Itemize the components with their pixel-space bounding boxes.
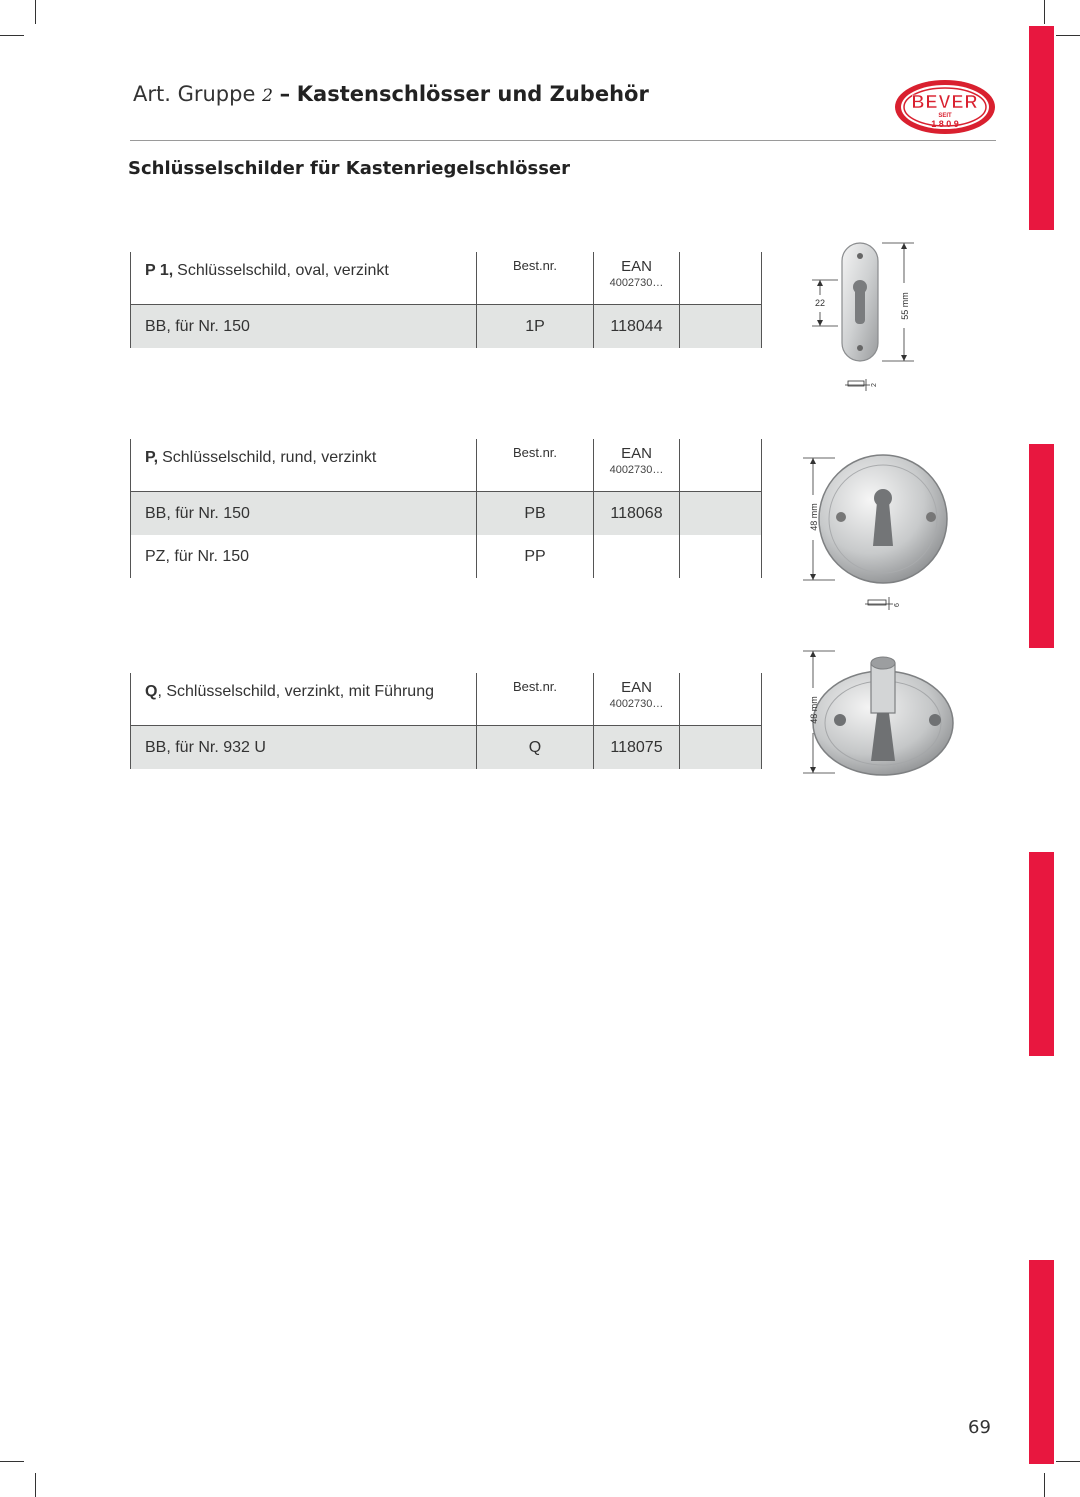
dim-height: 55 mm [900,292,910,320]
crop-mark [0,35,24,36]
col-bestnr: Best.nr. [476,439,593,491]
header-divider [130,140,996,141]
crop-mark [1044,1473,1045,1497]
crop-mark [1056,35,1080,36]
product-description: Schlüsselschild, oval, verzinkt [177,262,389,279]
row-label: BB, für Nr. 150 [145,317,250,335]
col-ean-label: EAN [621,258,652,275]
chapter-tab [1029,26,1054,230]
row-bestnr: PP [476,535,593,578]
dim-keyhole: 22 [814,298,826,308]
col-bestnr: Best.nr. [476,252,593,304]
guide-plate-drawing [795,643,970,783]
product-code: P, [145,449,159,466]
product-code: Q [145,683,158,700]
dim-thickness: 2 [871,383,878,387]
logo-seit: SEIT [938,113,952,119]
table-row [130,535,762,578]
row-bestnr: 1P [476,305,593,348]
logo-brand: BEVER [911,92,979,112]
table-row [130,492,762,535]
dim-diameter: 48 mm [809,696,819,724]
header-title: Kastenschlösser und Zubehör [296,82,649,106]
page-number: 69 [968,1417,991,1438]
logo-year: 1 8 0 9 [931,119,959,129]
product-table-p [130,439,762,578]
chapter-tab [1029,444,1054,648]
col-ean [593,252,679,304]
crop-mark [35,0,36,24]
table-row [130,305,762,348]
col-ean-label: EAN [621,445,652,462]
crop-mark [0,1461,24,1462]
product-description: , Schlüsselschild, verzinkt, mit Führung [157,683,434,700]
row-ean: 118044 [593,305,679,348]
row-ean [593,535,679,578]
header-prefix: Art. Gruppe [133,82,256,106]
product-title [131,252,476,304]
dim-diameter: 48 mm [809,503,819,531]
product-table-q [130,673,762,769]
header-dash: – [279,82,291,106]
col-ean-prefix: 4002730… [609,464,664,476]
col-ean-label: EAN [621,679,652,696]
crop-mark [35,1473,36,1497]
round-plate-drawing [795,450,970,615]
bever-logo [893,78,997,136]
table-header-row [130,252,762,305]
chapter-tab [1029,1260,1054,1464]
col-ean [593,439,679,491]
product-table-p1 [130,252,762,348]
row-ean: 118075 [593,726,679,769]
table-header-row [130,439,762,492]
col-ean-prefix: 4002730… [609,698,664,710]
col-ean [593,673,679,725]
row-label: PZ, für Nr. 150 [145,547,250,565]
table-row [130,726,762,769]
oval-plate-drawing [790,238,920,398]
crop-mark [1044,0,1045,24]
dim-thickness: 6 [894,603,901,607]
product-description: Schlüsselschild, rund, verzinkt [162,449,377,466]
section-title: Schlüsselschilder für Kastenriegelschlösser [128,158,571,179]
col-ean-prefix: 4002730… [609,277,664,289]
chapter-tab [1029,852,1054,1056]
col-bestnr: Best.nr. [476,673,593,725]
row-label: BB, für Nr. 932 U [145,738,266,756]
row-bestnr: Q [476,726,593,769]
table-header-row [130,673,762,726]
crop-mark [1056,1461,1080,1462]
product-title [131,673,476,725]
page-header [133,82,649,106]
row-bestnr: PB [476,492,593,535]
row-ean: 118068 [593,492,679,535]
header-group-number: 2 [262,86,273,106]
product-code: P 1, [145,262,174,279]
row-label: BB, für Nr. 150 [145,504,250,522]
product-title [131,439,476,491]
